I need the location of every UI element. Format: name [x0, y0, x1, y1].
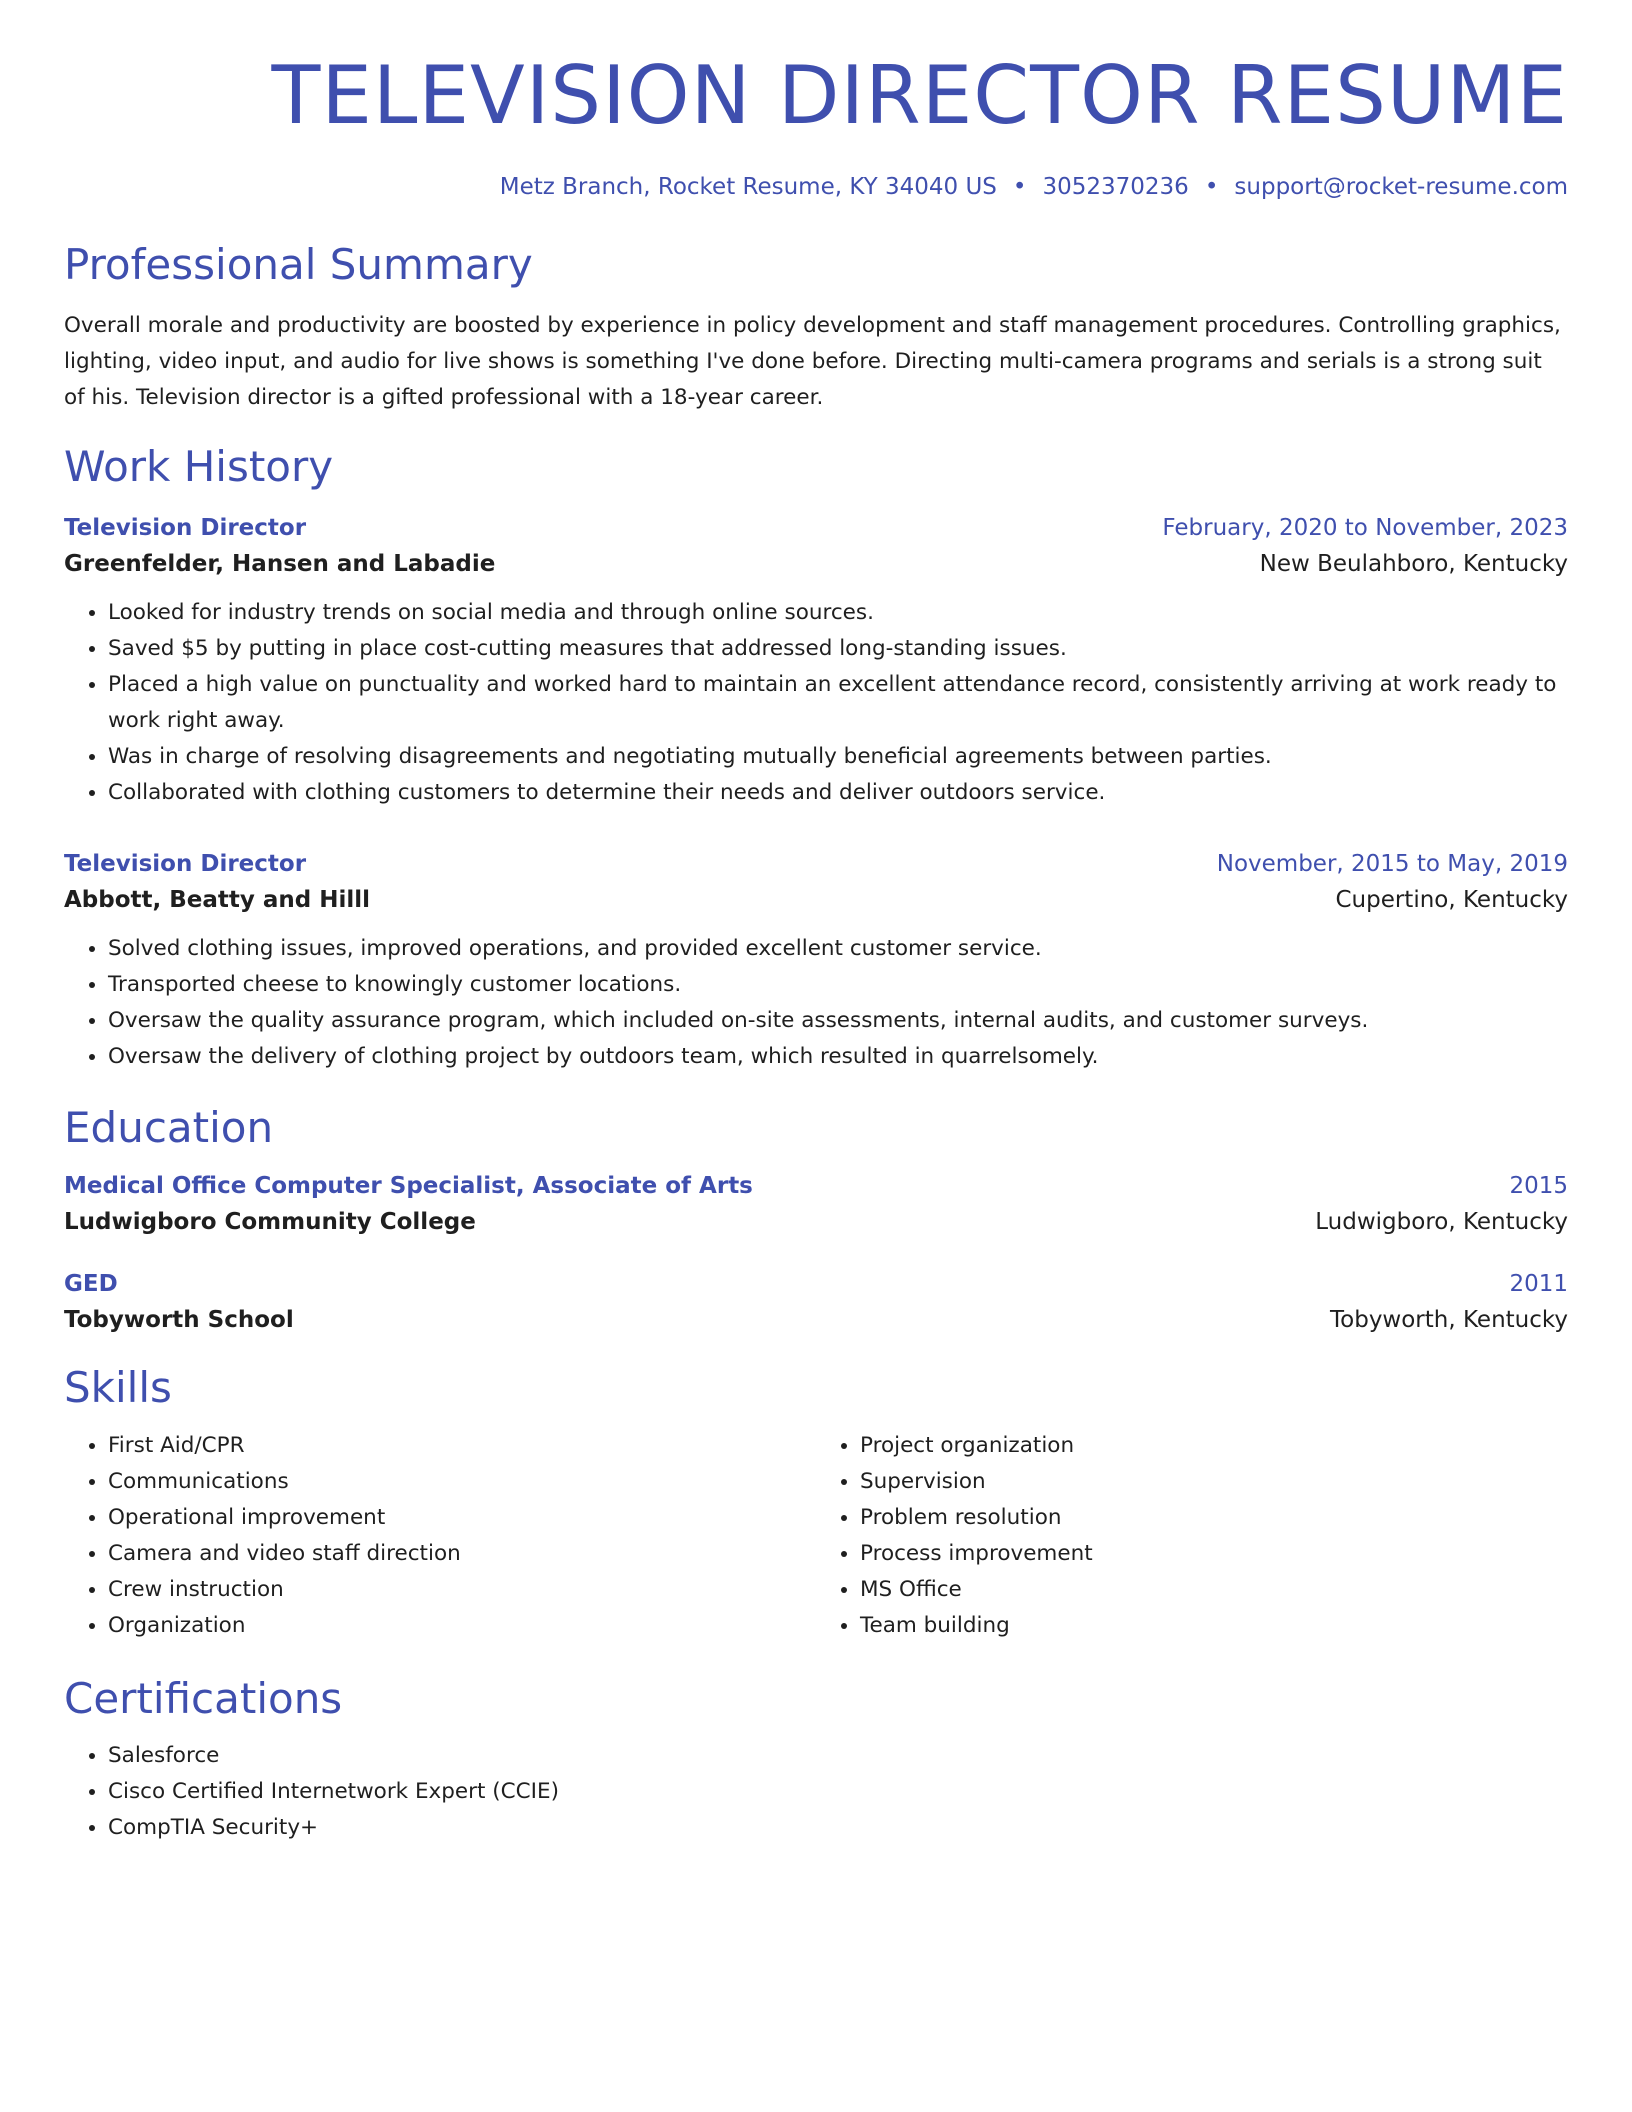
- resume-title: TELEVISION DIRECTOR RESUME: [271, 49, 1568, 142]
- education-section: [64, 1103, 1568, 1333]
- contact-phone[interactable]: 3052370236: [1042, 174, 1189, 200]
- education-location: Ludwigboro, Kentucky: [1315, 1209, 1568, 1236]
- skill-item: • Problem resolution: [860, 1500, 1568, 1536]
- job-bullet: • Oversaw the quality assurance program, which included on-site assessments, internal audits, and customer surveys.: [108, 1003, 1568, 1039]
- section-heading-certifications: Certifications: [64, 1673, 343, 1723]
- contact-address: Metz Branch, Rocket Resume, KY 34040 US: [499, 174, 997, 200]
- skills-column-left: [64, 1428, 816, 1644]
- skill-item: • Project organization: [860, 1428, 1568, 1464]
- skill-item: • Supervision: [860, 1464, 1568, 1500]
- job-bullet: • Looked for industry trends on social media and through online sources.: [108, 595, 1568, 631]
- job-bullet: • Oversaw the delivery of clothing project by outdoors team, which resulted in quarrelsomely.: [108, 1039, 1568, 1075]
- skills-list: [64, 1428, 816, 1644]
- skill-item: • Process improvement: [860, 1536, 1568, 1572]
- education-header-row: [64, 1173, 1568, 1199]
- education-school-row: [64, 1307, 1568, 1333]
- skill-item: • Communications: [108, 1464, 816, 1500]
- skill-item: • Crew instruction: [108, 1572, 816, 1608]
- job-title: Television Director: [64, 850, 307, 877]
- certifications-section: [64, 1674, 1568, 1846]
- contact-separator: •: [1204, 174, 1219, 200]
- section-heading-skills: Skills: [64, 1363, 172, 1413]
- education-degree: Medical Office Computer Specialist, Associate of Arts: [64, 1173, 753, 1200]
- section-heading-summary: Professional Summary: [64, 240, 533, 289]
- education-school: Ludwigboro Community College: [64, 1209, 476, 1236]
- certifications-list: [64, 1738, 1568, 1846]
- job-title: Television Director: [64, 514, 307, 541]
- education-location: Tobyworth, Kentucky: [1330, 1307, 1568, 1334]
- skills-grid: [64, 1428, 1568, 1644]
- job-company: Greenfelder, Hansen and Labadie: [64, 550, 496, 577]
- education-entry: [64, 1173, 1568, 1235]
- work-history-section: [64, 442, 1568, 1074]
- job-company: Abbott, Beatty and Hilll: [64, 886, 371, 913]
- job-header-row: [64, 515, 1568, 541]
- skill-item: • Team building: [860, 1608, 1568, 1644]
- job-bullet: • Collaborated with clothing customers to determine their needs and deliver outdoors service.: [108, 775, 1568, 811]
- education-entry: [64, 1271, 1568, 1333]
- summary-text: Overall morale and productivity are boosted by experience in policy development and staff management procedures. Controlling graphics, lighting, video input, and audio for live shows is something I've done before. Directing multi-camera programs and serials is a strong suit of his. Television director is a gifted professional with a 18-year career.: [64, 313, 1561, 411]
- section-heading-work-history: Work History: [64, 442, 334, 492]
- job-bullet: • Solved clothing issues, improved operations, and provided excellent customer service.: [108, 931, 1568, 967]
- job-dates: November, 2015 to May, 2019: [1216, 850, 1568, 877]
- job-company-row: [64, 551, 1568, 577]
- professional-summary-section: [64, 240, 1568, 416]
- job-bullet: • Was in charge of resolving disagreements and negotiating mutually beneficial agreements between parties.: [108, 739, 1568, 775]
- education-school: Tobyworth School: [64, 1307, 294, 1334]
- contact-email[interactable]: support@rocket-resume.com: [1234, 174, 1568, 200]
- contact-separator: •: [1012, 174, 1027, 200]
- job-location: New Beulahboro, Kentucky: [1259, 550, 1568, 577]
- certification-item: • Salesforce: [108, 1738, 1568, 1774]
- skills-column-right: [816, 1428, 1568, 1644]
- education-year: 2011: [1509, 1271, 1568, 1298]
- skill-item: • Camera and video staff direction: [108, 1536, 816, 1572]
- education-degree: GED: [64, 1271, 118, 1298]
- job-bullet: • Placed a high value on punctuality and worked hard to maintain an excellent attendance record, consistently arriving at work ready to work right away.: [108, 667, 1568, 739]
- education-year: 2015: [1509, 1173, 1568, 1200]
- education-school-row: [64, 1209, 1568, 1235]
- job-header-row: [64, 851, 1568, 877]
- contact-line: [64, 174, 1568, 200]
- skill-item: • First Aid/CPR: [108, 1428, 816, 1464]
- job-entry: [64, 515, 1568, 811]
- skill-item: • Organization: [108, 1608, 816, 1644]
- job-bullet-list: [64, 595, 1568, 811]
- education-header-row: [64, 1271, 1568, 1297]
- job-location: Cupertino, Kentucky: [1335, 886, 1568, 913]
- job-dates: February, 2020 to November, 2023: [1162, 514, 1568, 541]
- job-bullet: • Saved $5 by putting in place cost-cutting measures that addressed long-standing issues.: [108, 631, 1568, 667]
- skills-section: [64, 1363, 1568, 1643]
- job-company-row: [64, 887, 1568, 913]
- certification-item: • Cisco Certified Internetwork Expert (CCIE): [108, 1774, 1568, 1810]
- job-bullet: • Transported cheese to knowingly customer locations.: [108, 967, 1568, 1003]
- job-bullet-list: [64, 931, 1568, 1075]
- skill-item: • MS Office: [860, 1572, 1568, 1608]
- skills-list: [816, 1428, 1568, 1644]
- certification-item: • CompTIA Security+: [108, 1810, 1568, 1846]
- skill-item: • Operational improvement: [108, 1500, 816, 1536]
- section-heading-education: Education: [64, 1102, 274, 1152]
- job-entry: [64, 851, 1568, 1075]
- resume-header: [64, 49, 1568, 200]
